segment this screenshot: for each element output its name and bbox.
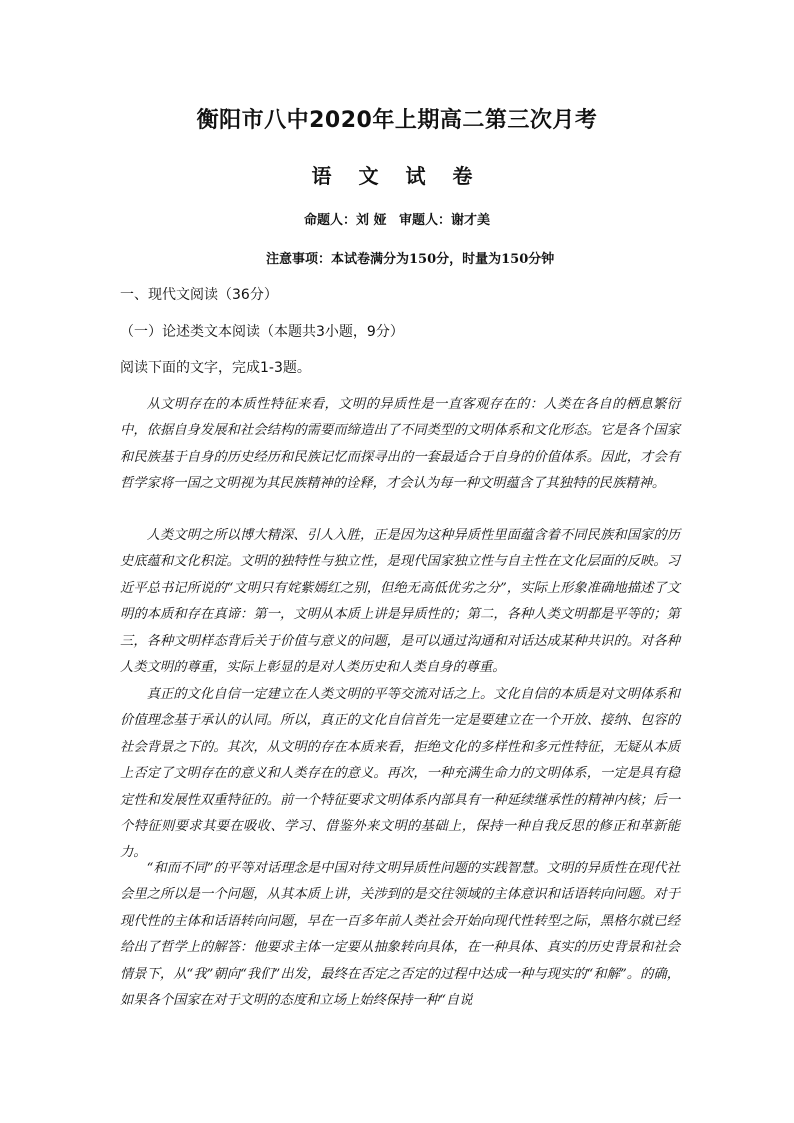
reviewer: 审题人：谢才美 (399, 213, 491, 228)
reading-instruction: 阅读下面的文字，完成1-3题。 (120, 360, 311, 376)
exam-authors (0, 209, 794, 228)
passage-paragraph: 从文明存在的本质性特征来看，文明的异质性是一直客观存在的：人类在各自的栖息繁衍中，依据自身发展和社会结构的需要而缔造出了不同类型的文明体系和文化形态。它是各个国家和民族基于自身的历史经历和民族记忆而探寻出的一套最适合于自身的价值体系。因此，才会有哲学家将一国之文明视为其民族精神的诠释，才会认为每一种文明蕴含了其独特的民族精神。 (120, 397, 680, 492)
exam-subject: 语 文 试 卷 (311, 164, 483, 188)
passage-paragraph: “和而不同”的平等对话理念是中国对待文明异质性问题的实践智慧。文明的异质性在现代社会里之所以是一个问题，从其本质上讲，关涉到的是交往领域的主体意识和话语转向问题。对于现代性的主体和话语转向问题，早在一百多年前人类社会开始向现代性转型之际，黑格尔就已经给出了哲学上的解答：他要求主体一定要从抽象转向具体，在一种具体、真实的历史背景和社会情景下，从“我”朝向“我们”出发，最终在否定之否定的过程中达成一种与现实的“和解”。的确，如果各个国家在对于文明的态度和立场上始终保持一种“自说 (120, 861, 680, 1009)
exam-title: 衡阳市八中2020年上期高二第三次月考 (196, 108, 598, 133)
passage-paragraph: 人类文明之所以博大精深、引人入胜，正是因为这种异质性里面蕴含着不同民族和国家的历史底蕴和文化积淀。文明的独特性与独立性，是现代国家独立性与自主性在文化层面的反映。习近平总书记所说的“文明只有姹紫嫣红之别，但绝无高低优劣之分”，实际上形象准确地描述了文明的本质和存在真谛：第一，文明从本质上讲是异质性的；第二，各种人类文明都是平等的；第三，各种文明样态背后关于价值与意义的问题，是可以通过沟通和对话达成某种共识的。对各种人类文明的尊重，实际上彰显的是对人类历史和人类自身的尊重。 (120, 528, 680, 676)
section-heading: 一、现代文阅读（36分） (120, 287, 278, 303)
passage-paragraph: 真正的文化自信一定建立在人类文明的平等交流对话之上。文化自信的本质是对文明体系和价值理念基于承认的认同。所以，真正的文化自信首先一定是要建立在一个开放、接纳、包容的社会背景之下的。其次，从文明的存在本质来看，拒绝文化的多样性和多元性特征，无疑从本质上否定了文明存在的意义和人类存在的意义。再次，一种充满生命力的文明体系，一定是具有稳定性和发展性双重特征的。前一个特征要求文明体系内部具有一种延续继承性的精神内核；后一个特征则要求其要在吸收、学习、借鉴外来文明的基础上，保持一种自我反思的修正和革新能力。 (120, 687, 680, 861)
exam-notice: 注意事项：本试卷满分为150分，时量为150分钟 (266, 252, 555, 267)
question-setter: 命题人：刘 娅 (303, 213, 387, 228)
subsection-heading: （一）论述类文本阅读（本题共3小题，9分） (120, 324, 404, 340)
